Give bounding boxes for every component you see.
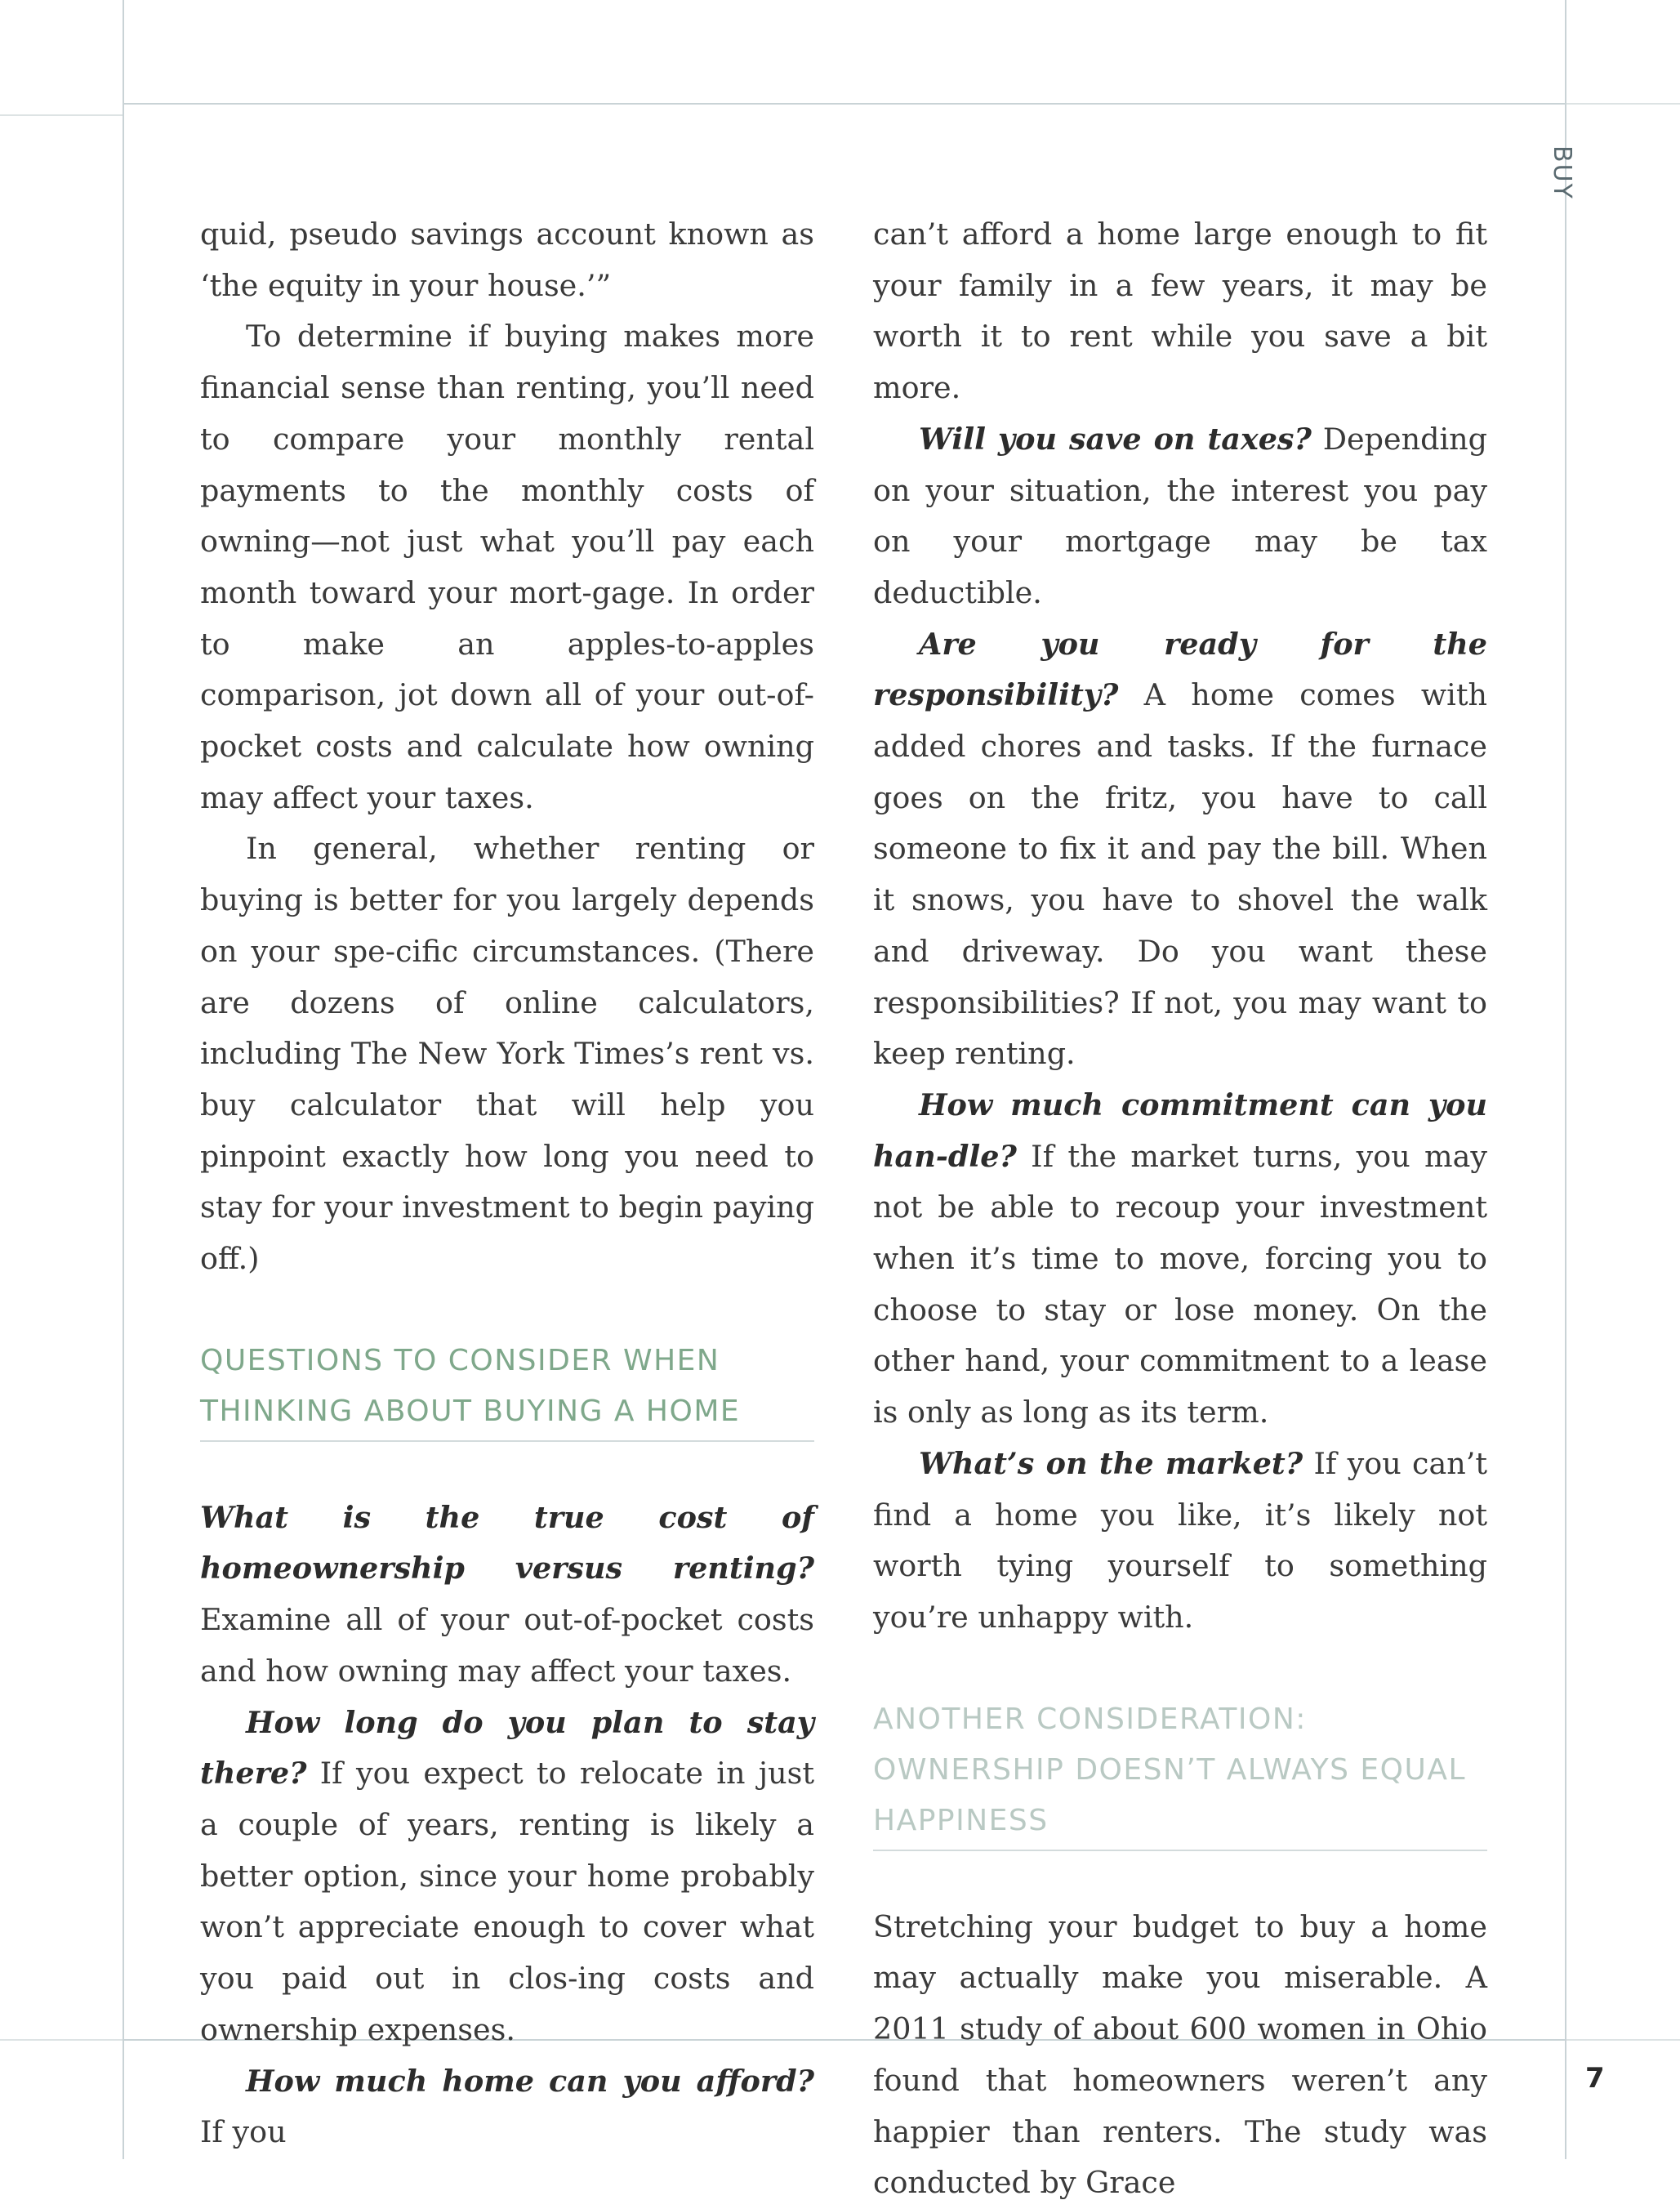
question: How much commitment can you han-dle? (873, 1087, 1487, 1174)
question: What’s on the market? (919, 1445, 1303, 1481)
question-paragraph (200, 2056, 814, 2158)
question: How long do you plan to stay there? (200, 1704, 814, 1792)
trim-top-left (0, 114, 123, 116)
question-paragraph (873, 1439, 1487, 1644)
section-heading: ANOTHER CONSIDERATION: OWNERSHIP DOESN’T ALWAYS EQUAL HAPPINESS (873, 1694, 1487, 1851)
frame-left-rule (123, 0, 124, 2159)
question-paragraph (873, 619, 1487, 1080)
question: Are you ready for the responsibility? (873, 626, 1487, 713)
question: How much home can you afford? (246, 2063, 814, 2099)
frame-top-rule (123, 103, 1566, 105)
answer: If you expect to relocate in just a couple of years, renting is likely a better option, since your home probably won’t appreciate enough to cover what you paid out in clos-ing costs and ownership expenses. (200, 1756, 814, 2047)
paragraph: quid, pseudo savings account known as ‘the equity in your house.’” (200, 216, 814, 303)
paragraph: In general, whether renting or buying is better for you largely depends on your spe-cific circumstances. (There are dozens of online calculators, including The New York Times’s rent vs. buy calculator that will help you pinpoint exactly how long you need to stay for your investment to begin paying off.) (200, 831, 814, 1277)
question-paragraph (200, 1493, 814, 1698)
question-paragraph (873, 414, 1487, 619)
page-number: 7 (1585, 2062, 1605, 2095)
trim-top-right (1566, 103, 1680, 105)
answer: Depending on your situation, the interest you pay on your mortgage may be tax deductible. (873, 421, 1487, 610)
right-column (873, 209, 1487, 2209)
question: Will you save on taxes? (919, 421, 1312, 457)
answer: If you (200, 2114, 287, 2150)
answer: A home comes with added chores and tasks. If the furnace goes on the fritz, you have to call someone to fix it and pay the bill. When it snows, you have to shovel the walk and driveway. Do you want these responsibilities? If not, you may want to keep renting. (873, 677, 1487, 1072)
left-column (200, 209, 814, 2158)
section-tab: BUY (1548, 145, 1576, 200)
section-heading: QUESTIONS TO CONSIDER WHEN THINKING ABOUT BUYING A HOME (200, 1336, 814, 1442)
question-paragraph (200, 1698, 814, 2056)
trim-bottom-right (1566, 2039, 1680, 2041)
frame-right-rule (1565, 0, 1566, 2159)
answer: Examine all of your out-of-pocket costs and how owning may affect your taxes. (200, 1602, 814, 1689)
question: What is the true cost of homeownership versus renting? (200, 1499, 814, 1586)
paragraph: Stretching your budget to buy a home may actually make you miserable. A 2011 study of about 600 women in Ohio found that homeowners weren’t any happier than renters. The study was conducted by Grace (873, 1908, 1487, 2201)
answer: If the market turns, you may not be able to recoup your investment when it’s time to move, forcing you to choose to stay or lose money. On the other hand, your commitment to a lease is only as long as its term. (873, 1138, 1487, 1430)
paragraph: To determine if buying makes more financial sense than renting, you’ll need to compare your monthly rental payments to the monthly costs of owning—not just what you’ll pay each month toward your mort-gage. In order to make an apples-to-apples comparison, jot down all of your out-of-pocket costs and calculate how owning may affect your taxes. (200, 319, 814, 815)
trim-bottom-left (0, 2039, 123, 2041)
answer: If you can’t find a home you like, it’s likely not worth tying yourself to something you’re unhappy with. (873, 1445, 1487, 1635)
question-paragraph (873, 1080, 1487, 1439)
paragraph: can’t afford a home large enough to fit your family in a few years, it may be worth it to rent while you save a bit more. (873, 216, 1487, 406)
